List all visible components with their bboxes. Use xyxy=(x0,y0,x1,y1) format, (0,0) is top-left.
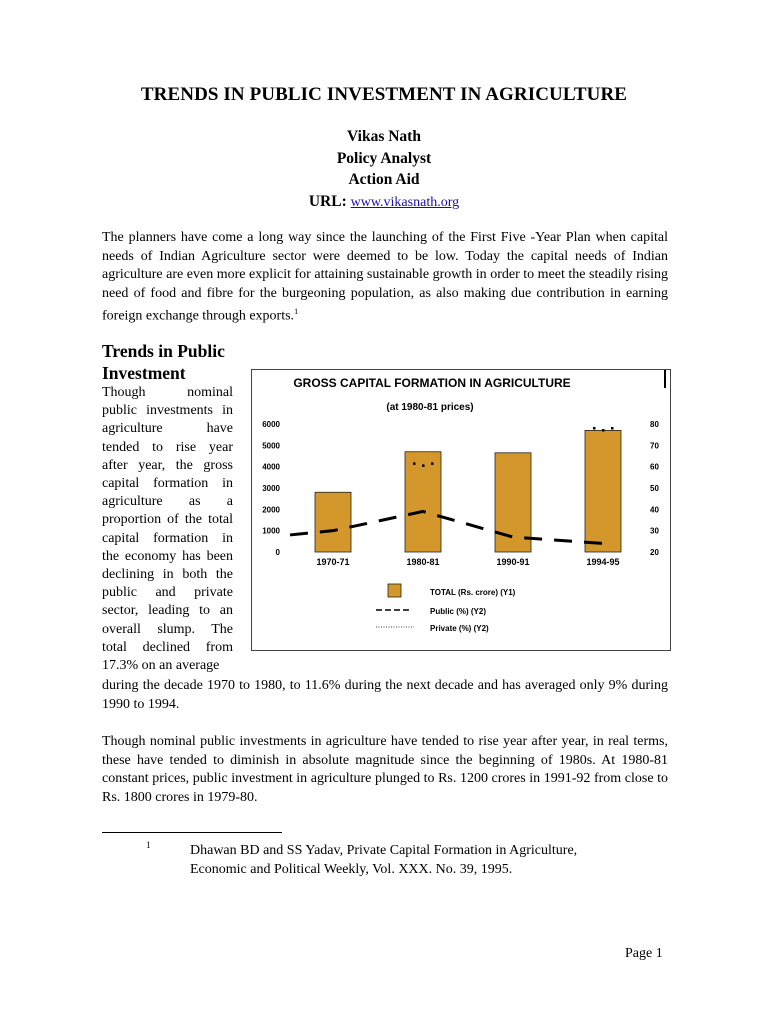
legend-label-total: TOTAL (Rs. crore) (Y1) xyxy=(430,588,516,597)
wrapped-line: after year, the gross xyxy=(102,457,233,473)
y-tick-label: 3000 xyxy=(262,484,280,493)
legend-label-public: Public (%) (Y2) xyxy=(430,607,487,616)
y2-tick-label: 30 xyxy=(650,526,659,536)
series-point-private xyxy=(593,427,596,430)
wrapped-paragraph xyxy=(102,384,233,675)
author-role: Policy Analyst xyxy=(336,149,432,167)
y2-tick-label: 50 xyxy=(650,484,659,493)
x-tick-label: 1990-91 xyxy=(496,557,530,567)
footnote-rule xyxy=(102,832,282,833)
wrapped-line: 17.3% on an average xyxy=(102,658,220,674)
wrapped-line: capital formation in xyxy=(102,530,233,546)
series-point-private xyxy=(422,464,425,467)
chart-svg xyxy=(252,370,670,650)
wrapped-line: the economy has been xyxy=(102,548,233,564)
wrapped-line: declining in both the xyxy=(102,567,233,583)
paragraph-2: Though nominal public investments in agriculture have tended to rise year after year, in real terms, these have tended to diminish in absolute magnitude since the beginning of 1980s. At 1980-81 constant prices, public investment in agriculture plunged to Rs. 1200 crores in 1991-92 from close to Rs. 1800 crores in 1979-80. xyxy=(102,734,668,805)
chart-title: GROSS CAPITAL FORMATION IN AGRICULTURE xyxy=(293,376,571,390)
bar xyxy=(315,492,351,552)
wrapped-line: Though nominal xyxy=(102,385,233,400)
y2-tick-label: 40 xyxy=(650,505,659,515)
url-label: URL: xyxy=(308,192,347,210)
series-point-private xyxy=(413,462,416,465)
footnote-mark: 1 xyxy=(146,840,151,850)
author-block xyxy=(0,126,768,213)
footnote-ref: 1 xyxy=(294,307,299,316)
y2-tick-label: 80 xyxy=(650,420,659,429)
series-point-private xyxy=(611,427,614,430)
wrapped-line: public and private xyxy=(102,585,233,601)
wrapped-line: tended to rise year xyxy=(102,439,233,455)
chart-container xyxy=(251,369,671,651)
y2-tick-label: 20 xyxy=(650,548,659,557)
y-tick-label: 4000 xyxy=(262,462,280,472)
footnote-line-1: Dhawan BD and SS Yadav, Private Capital Formation in Agriculture, xyxy=(190,843,578,858)
series-point-private xyxy=(602,429,605,432)
footnote-line-2: Economic and Political Weekly, Vol. XXX. No. 39, 1995. xyxy=(190,862,513,877)
wrapped-line: agriculture have xyxy=(102,421,233,437)
y2-tick-label: 60 xyxy=(650,462,659,472)
page-number: Page 1 xyxy=(625,946,663,961)
bar xyxy=(585,430,621,552)
wrapped-line: overall slump. The xyxy=(102,621,233,637)
y-tick-label: 2000 xyxy=(262,505,280,515)
intro-paragraph xyxy=(102,229,668,326)
legend-swatch-total xyxy=(388,584,401,597)
wrapped-line: agriculture as a xyxy=(102,494,233,510)
series-point-private xyxy=(431,462,434,465)
wrapped-line: public investments in xyxy=(102,403,233,419)
wrapped-line: sector, leading to an xyxy=(102,603,233,619)
url-line xyxy=(0,191,768,214)
paragraph-continuation: during the decade 1970 to 1980, to 11.6% during the next decade and has averaged only 9% during 1990 to 1994. xyxy=(102,678,668,712)
wrapped-line: capital formation in xyxy=(102,476,233,492)
url-link[interactable]: www.vikasnath.org xyxy=(350,194,460,210)
footnote-text xyxy=(190,841,630,879)
wrapped-line: total declined from xyxy=(102,639,233,655)
chart-subtitle: (at 1980-81 prices) xyxy=(386,402,474,413)
y-tick-label: 1000 xyxy=(262,526,280,536)
x-tick-label: 1980-81 xyxy=(406,557,440,567)
x-tick-label: 1994-95 xyxy=(586,557,620,567)
author-org: Action Aid xyxy=(348,171,420,188)
y-tick-label: 6000 xyxy=(262,420,280,429)
author-name: Vikas Nath xyxy=(347,128,421,145)
y2-tick-label: 70 xyxy=(650,441,659,451)
intro-text: The planners have come a long way since the launching of the First Five -Year Plan when capital needs of Indian Agriculture sector were deemed to be low. Today the capital needs of Indian agriculture are even more explicit for attaining sustainable growth in order to meet the steadily rising need of food and fibre for the burgeoning population, as also making due contribution in earning foreign exchange through exports. xyxy=(102,230,668,324)
section-heading: Trends in Public Investment xyxy=(102,341,225,383)
legend-label-private: Private (%) (Y2) xyxy=(430,624,489,633)
document-title: TRENDS IN PUBLIC INVESTMENT IN AGRICULTURE xyxy=(140,84,628,105)
x-tick-label: 1970-71 xyxy=(316,557,350,567)
y-tick-label: 5000 xyxy=(262,441,280,451)
y-tick-label: 0 xyxy=(275,548,280,557)
wrapped-line: proportion of the total xyxy=(102,512,233,528)
